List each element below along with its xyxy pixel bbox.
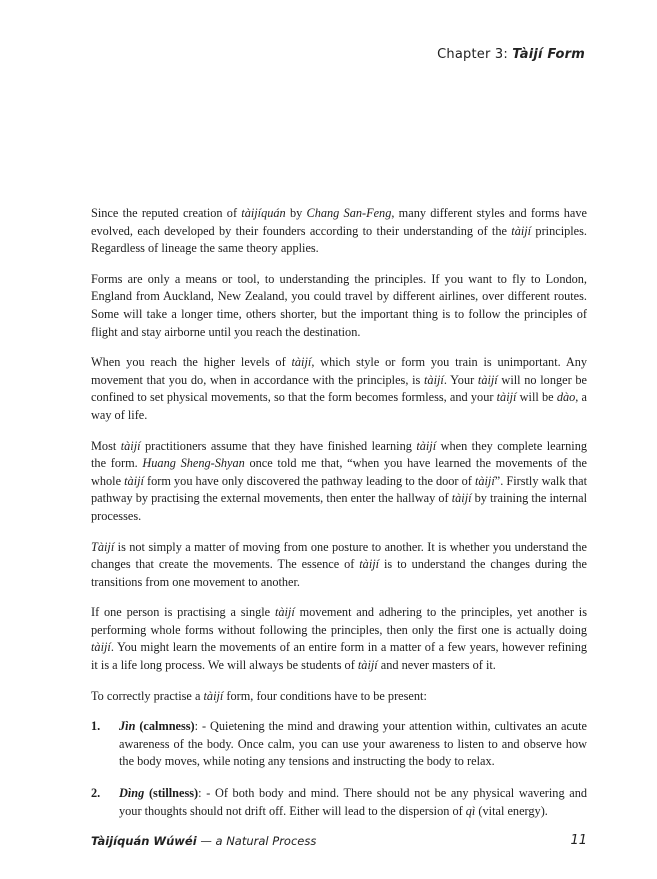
text-run: form you have only discovered the pathway leading to the door of	[143, 473, 475, 488]
text-run: : - Of both body and mind. There should not be any physical wavering and your thoughts should not drift off. Either will lead to the dispersion of	[119, 786, 587, 818]
condition-term	[119, 719, 195, 733]
paragraph	[91, 539, 587, 592]
italic-term: tàijí	[477, 372, 498, 387]
text-run: by	[285, 206, 307, 220]
paragraph	[91, 688, 587, 706]
text-run: . Your	[443, 372, 478, 387]
condition-term-pinyin: Jìn	[119, 719, 136, 734]
condition-item	[91, 785, 587, 820]
italic-term: Huang Sheng-Shyan	[142, 456, 245, 471]
chapter-label: Chapter 3:	[437, 47, 513, 62]
text-run: Since the reputed creation of	[91, 206, 242, 220]
italic-term: tàijí	[511, 223, 532, 238]
book-subtitle: — a Natural Process	[196, 834, 317, 848]
italic-term: tàijí	[416, 438, 437, 453]
italic-term: tàijí	[203, 688, 224, 703]
footer-title	[91, 834, 316, 848]
text-run: When you reach the higher levels of	[91, 355, 292, 370]
text-run: practitioners assume that they have finished learning	[140, 438, 417, 453]
italic-term: tàijí	[120, 438, 141, 453]
paragraph	[91, 604, 587, 674]
text-run: , a way of life.	[91, 390, 587, 422]
text-run: (vital energy).	[475, 803, 548, 818]
running-footer	[91, 834, 587, 848]
condition-item	[91, 718, 587, 771]
text-run: when they complete learning the form.	[91, 438, 588, 471]
text-run: Forms are only a means or tool, to understanding the principles. If you want to fly to London, England from Auckland, New Zealand, you could travel by different airlines, over different routes. Some will take a longer time, others shorter, but the important thing is to follow the principles of flight and stay airborne until you reach the destination.	[91, 271, 587, 339]
text-run: ”. Firstly walk that pathway by practising the external movements, then enter the hallway of	[91, 473, 587, 506]
paragraph	[91, 354, 587, 424]
page-number: 11	[570, 833, 587, 848]
paragraph	[91, 205, 587, 258]
text-run: is to understand the changes during the transitions from one movement to another.	[91, 557, 588, 589]
condition-term-english: (stillness)	[144, 786, 199, 801]
text-run: form, four conditions have to be present:	[223, 688, 427, 703]
italic-term: tàijí	[291, 355, 312, 370]
italic-term: tàijí	[359, 557, 380, 572]
text-run: : - Quietening the mind and drawing your attention within, cultivates an acute awareness of the body. Once calm, you can use your awareness to listen to and observe how the body moves, while noting any tensions and instructing the body to relax.	[119, 719, 587, 769]
condition-term-pinyin: Dìng	[119, 786, 145, 801]
text-run: and never masters of it.	[377, 658, 496, 673]
condition-term-english: (calmness)	[135, 719, 195, 734]
text-run: by training the internal processes.	[91, 491, 588, 523]
italic-term: tàijí	[357, 658, 378, 673]
italic-term: Tàijí	[91, 539, 115, 554]
paragraph	[91, 438, 587, 526]
condition-number: 2.	[91, 786, 101, 801]
italic-term: tàijí	[274, 605, 295, 620]
text-run: If one person is practising a single	[91, 605, 275, 620]
text-run: , which style or form you train is unimportant. Any movement that you do, when in accordance with the principles, is	[91, 355, 587, 387]
body-text	[91, 205, 587, 834]
paragraph-list	[91, 205, 587, 705]
condition-number: 1.	[91, 719, 101, 734]
paragraph	[91, 271, 587, 341]
italic-term: Chang San-Feng	[306, 206, 392, 220]
condition-term	[119, 786, 198, 800]
conditions-list	[91, 718, 587, 820]
text-run: will no longer be confined to set physical movements, so that the form becomes formless, and your	[91, 372, 587, 405]
italic-term: qì	[465, 803, 476, 818]
text-run: will be	[516, 390, 557, 405]
italic-term: tàijí	[91, 640, 111, 655]
text-run: movement and adhering to the principles, yet another is performing whole forms without following the principles, then only the first one is actually doing	[91, 605, 587, 637]
running-header	[437, 47, 585, 62]
text-run: Most	[91, 438, 121, 453]
chapter-title: Tàijí Form	[512, 47, 585, 62]
book-title: Tàijíquán Wúwéi	[91, 834, 197, 848]
italic-term: tàijíquán	[241, 206, 286, 220]
italic-term: tàijí	[451, 491, 472, 506]
italic-term: tàijí	[496, 390, 517, 405]
text-run: , many different styles and forms have evolved, each developed by their founders according to their understanding of the	[91, 206, 587, 238]
text-run: is not simply a matter of moving from one posture to another. It is whether you understand the changes that create the movements. The essence of	[91, 539, 587, 572]
italic-term: dào	[556, 390, 576, 405]
italic-term: tàijí	[474, 473, 495, 488]
italic-term: tàijí	[424, 372, 444, 387]
italic-term: tàijí	[124, 473, 144, 488]
text-run: To correctly practise a	[91, 688, 204, 703]
text-run: principles. Regardless of lineage the same theory applies.	[91, 223, 587, 256]
text-run: once told me that, “when you have learned the movements of the whole	[91, 456, 587, 488]
text-run: . You might learn the movements of an entire form in a matter of a few years, however refining it is a life long process. We will always be students of	[91, 640, 587, 673]
